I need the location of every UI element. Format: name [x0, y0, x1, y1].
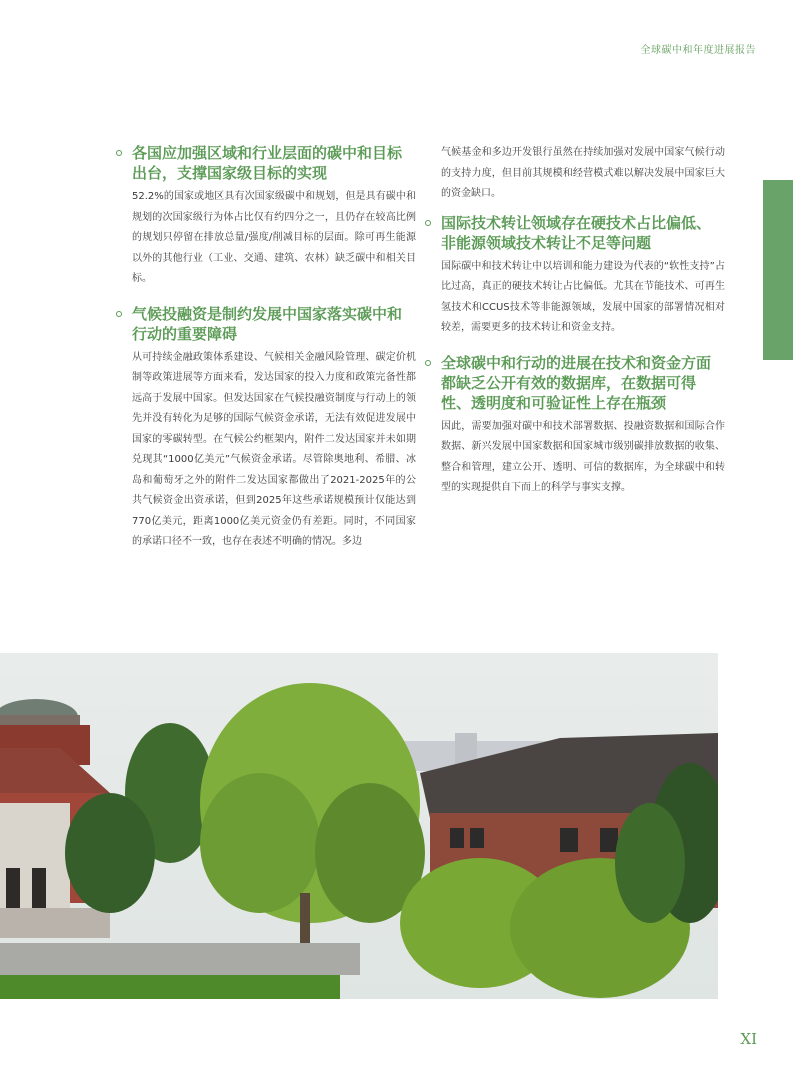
bullet-icon: [425, 220, 431, 226]
section-body: 从可持续金融政策体系建设、气候相关金融风险管理、碳定价机制等政策进展等方面来看，发达国家的投入力度和政策完备性都远高于发展中国家。但发达国家在气候投融资制度与行动上的领先并没有转化为足够的国际气候资金承诺，无法有效促进发展中国家的零碳转型。在气候公约框架内，附件二发达国家并未如期兑现其“1000亿美元”气候资金承诺。尽管除奥地利、希腊、冰岛和葡萄牙之外的附件二发达国家都做出了2021-2025年的公共气候资金出资承诺，但到2025年这些承诺规模预计仅能达到770亿美元，距离1000亿美元资金仍有差距。同时，不同国家的承诺口径不一致，也存在表述不明确的情况。多边: [132, 351, 416, 547]
page-number: XI: [740, 1030, 757, 1048]
bullet-icon: [425, 360, 431, 366]
section-heading: 各国应加强区域和行业层面的碳中和目标出台，支撑国家级目标的实现: [132, 144, 403, 182]
section-tab: [763, 180, 793, 360]
section-heading: 气候投融资是制约发展中国家落实碳中和行动的重要障碍: [132, 304, 403, 343]
section-heading: 全球碳中和行动的进展在技术和资金方面都缺乏公开有效的数据库，在数据可得性、透明度和可验证性上存在瓶颈: [441, 353, 712, 412]
campus-photo: [0, 653, 718, 999]
section-database: [425, 353, 725, 499]
section-body: 52.2%的国家或地区具有次国家级碳中和规划，但是具有碳中和规划的次国家级行为体占比仅有约四分之一，且仍存在较高比例的规划只停留在排放总量/强度/削减目标的层面。除可再生能源以外的其他行业（工业、交通、建筑、农林）缺乏碳中和相关目标。: [132, 191, 416, 284]
right-column: [425, 143, 725, 513]
left-column: [116, 143, 416, 567]
bullet-icon: [116, 311, 122, 317]
section-subnational-targets: [116, 143, 416, 290]
section-body: 国际碳中和技术转让中以培训和能力建设为代表的“软性支持”占比过高，真正的硬技术转让占比偏低。尤其在节能技术、可再生氢技术和CCUS技术等非能源领域，发展中国家的部署情况相对较差，需要更多的技术转让和资金支持。: [441, 260, 725, 333]
section-climate-finance: [116, 304, 416, 553]
section-heading: 国际技术转让领域存在硬技术占比偏低、非能源领域技术转让不足等问题: [441, 213, 712, 252]
section-body: 因此，需要加强对碳中和技术部署数据、投融资数据和国际合作数据、新兴发展中国家数据和国家城市级别碳排放数据的收集、整合和管理，建立公开、透明、可信的数据库，为全球碳中和转型的实现提供自下而上的科学与事实支撑。: [441, 420, 725, 493]
continuation-text: 气候基金和多边开发银行虽然在持续加强对发展中国家气候行动的支持力度，但目前其规模和经营模式难以解决发展中国家巨大的资金缺口。: [441, 147, 725, 199]
section-tech-transfer: [425, 213, 725, 339]
running-header: 全球碳中和年度进展报告: [640, 45, 756, 56]
bullet-icon: [116, 150, 122, 156]
